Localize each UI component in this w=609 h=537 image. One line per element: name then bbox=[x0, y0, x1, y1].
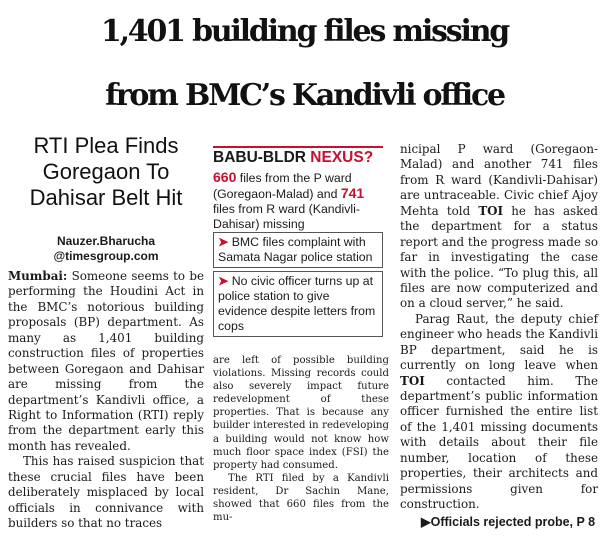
sidebar-item-no-officer-text: No civic officer turns up at police station to give evidence despite letters from cops bbox=[218, 274, 376, 333]
sidebar-num-r-ward: 741 bbox=[340, 185, 365, 201]
article-column-1 bbox=[8, 269, 204, 531]
sidebar-box bbox=[213, 146, 383, 333]
sidebar-item-no-officer bbox=[213, 271, 383, 337]
deck-line-3: Dahisar Belt Hit bbox=[29, 185, 183, 210]
arrow-icon: ➤ bbox=[218, 235, 229, 249]
column3-text-b: he has asked the department for a status report and the progress made so far in investigating the case with the police. “To plug this, all files are now computerized and on a cloud server,” he said. bbox=[400, 203, 598, 311]
sidebar-title bbox=[213, 148, 373, 168]
headline-line-1: 1,401 building files missing bbox=[100, 14, 509, 49]
toi-label: TOI bbox=[400, 373, 425, 388]
toi-label: TOI bbox=[478, 203, 504, 218]
column3-paragraph-2 bbox=[400, 312, 598, 513]
byline-name: Nauzer.Bharucha bbox=[56, 234, 156, 248]
column3-text-d: contacted him. The department’s public information officer furnished the entire list of the 1,401 missing documents with details about their file number, location of these properties, their architects and permissions given for construction. bbox=[400, 373, 598, 512]
arrow-icon: ➤ bbox=[218, 274, 229, 288]
column3-text-a: nicipal P ward (Goregaon-Malad) and another 741 files from R ward (Kandivli-Dahisar) are untraceable. Civic chief Ajoy Mehta told bbox=[400, 142, 598, 218]
sidebar-item-text-2: files from R ward (Kandivli-Dahisar) missing bbox=[213, 202, 360, 231]
sidebar-title-prefix: BABU-BLDR bbox=[213, 149, 311, 166]
byline bbox=[8, 234, 204, 264]
article-column-2 bbox=[213, 354, 389, 524]
deck-line-1: RTI Plea Finds bbox=[33, 133, 179, 158]
column1-paragraph-1 bbox=[8, 269, 204, 454]
sidebar-num-p-ward: 660 bbox=[213, 169, 237, 185]
column2-paragraph-1: are left of possible building violations. Missing records could also severely impact future redevelopment of these properties. That is because any builder interested in redeveloping a building would not know how much floor space index (FSI) the property had consumed. bbox=[213, 355, 389, 471]
dateline: Mumbai: bbox=[8, 269, 68, 283]
sidebar-item-text-1: files from the P ward (Goregaon-Malad) and bbox=[213, 171, 352, 201]
sidebar-item-complaint-text: BMC files complaint with Samata Nagar police station bbox=[218, 235, 373, 264]
sidebar-item-complaint bbox=[213, 232, 383, 268]
column3-paragraph-1 bbox=[400, 142, 598, 312]
article-column-3 bbox=[400, 142, 598, 513]
sidebar-item-missing-files bbox=[213, 170, 383, 232]
column2-paragraph-2: The RTI filed by a Kandivli resident, Dr Sachin Mane, showed that 660 files from the mu- bbox=[213, 472, 389, 524]
jump-link[interactable] bbox=[421, 514, 595, 529]
deck bbox=[8, 133, 204, 211]
headline-line-2: from BMC’s Kandivli office bbox=[105, 78, 504, 113]
play-arrow-icon: ▶ bbox=[421, 515, 431, 529]
column1-paragraph-1-text: Someone seems to be performing the Houdini Act in the BMC’s notorious building proposals (BP) department. As many as 1,401 building construction files of properties between Goregaon and Dahisar are missing from the department’s Kandivli office, a Right to Information (RTI) reply from the department early this month has revealed. bbox=[8, 269, 204, 453]
column1-paragraph-2: This has raised suspicion that these crucial files have been deliberately misplaced by local officials in connivance with builders so that no traces bbox=[8, 454, 204, 530]
sidebar-title-highlight: NEXUS? bbox=[310, 149, 374, 166]
deck-line-2: Goregaon To bbox=[42, 159, 170, 184]
byline-handle: @timesgroup.com bbox=[53, 249, 159, 263]
jump-text: Officials rejected probe, P 8 bbox=[430, 515, 596, 529]
column3-text-c: Parag Raut, the deputy chief engineer who heads the Kandivli BP department, said he is currently on long leave when bbox=[400, 311, 598, 373]
